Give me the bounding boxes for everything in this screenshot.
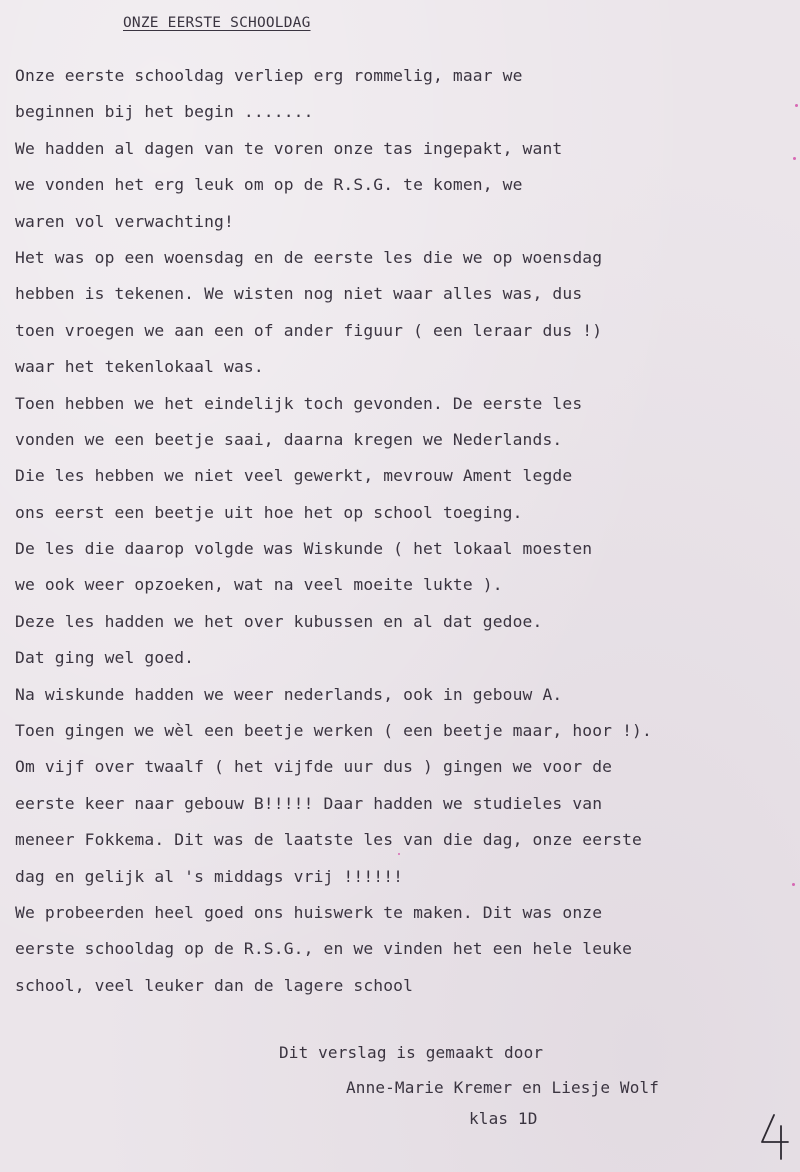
text-line: hebben is tekenen. We wisten nog niet waar alles was, dus: [15, 284, 583, 304]
margin-ink-mark: [795, 104, 798, 107]
text-line: Die les hebben we niet veel gewerkt, mevrouw Ament legde: [15, 466, 573, 486]
text-line: Toen hebben we het eindelijk toch gevonden. De eerste les: [15, 393, 583, 413]
text-line: toen vroegen we aan een of ander figuur ( een leraar dus !): [15, 320, 603, 340]
text-line: school, veel leuker dan de lagere school: [15, 975, 414, 995]
text-line: meneer Fokkema. Dit was de laatste les van die dag, onze eerste: [15, 830, 642, 850]
margin-ink-mark: [792, 883, 795, 886]
margin-ink-mark: [398, 853, 400, 855]
text-line: Het was op een woensdag en de eerste les die we op woensdag: [15, 247, 603, 267]
signature-authors: Anne-Marie Kremer en Liesje Wolf: [346, 1078, 660, 1097]
text-line: vonden we een beetje saai, daarna kregen we Nederlands.: [15, 429, 563, 449]
margin-ink-mark: [793, 157, 796, 160]
body-text: [15, 63, 652, 1009]
text-line: De les die daarop volgde was Wiskunde ( het lokaal moesten: [15, 539, 593, 559]
signature-intro: Dit verslag is gemaakt door: [279, 1043, 544, 1062]
text-line: Dat ging wel goed.: [15, 648, 195, 668]
text-line: eerste schooldag op de R.S.G., en we vinden het een hele leuke: [15, 939, 633, 959]
page-number-glyph: [758, 1112, 792, 1162]
text-line: Deze les hadden we het over kubussen en al dat gedoe.: [15, 611, 543, 631]
text-line: dag en gelijk al 's middags vrij !!!!!!: [15, 866, 404, 886]
text-line: Om vijf over twaalf ( het vijfde uur dus ) gingen we voor de: [15, 757, 613, 777]
handwritten-page-number: [758, 1112, 792, 1166]
text-line: beginnen bij het begin .......: [15, 102, 314, 122]
text-line: we ook weer opzoeken, wat na veel moeite lukte ).: [15, 575, 503, 595]
text-line: ons eerst een beetje uit hoe het op school toeging.: [15, 502, 523, 522]
text-line: We probeerden heel goed ons huiswerk te maken. Dit was onze: [15, 902, 603, 922]
text-line: waar het tekenlokaal was.: [15, 357, 264, 377]
page-title: ONZE EERSTE SCHOOLDAG: [123, 15, 311, 31]
text-line: waren vol verwachting!: [15, 211, 234, 231]
text-line: Onze eerste schooldag verliep erg rommelig, maar we: [15, 66, 523, 85]
text-line: We hadden al dagen van te voren onze tas ingepakt, want: [15, 138, 563, 158]
text-line: Na wiskunde hadden we weer nederlands, ook in gebouw A.: [15, 684, 563, 704]
text-line: Toen gingen we wèl een beetje werken ( een beetje maar, hoor !).: [15, 721, 652, 741]
text-line: eerste keer naar gebouw B!!!!! Daar hadden we studieles van: [15, 793, 603, 813]
text-line: we vonden het erg leuk om op de R.S.G. te komen, we: [15, 175, 523, 195]
signature-class: klas 1D: [469, 1109, 538, 1128]
